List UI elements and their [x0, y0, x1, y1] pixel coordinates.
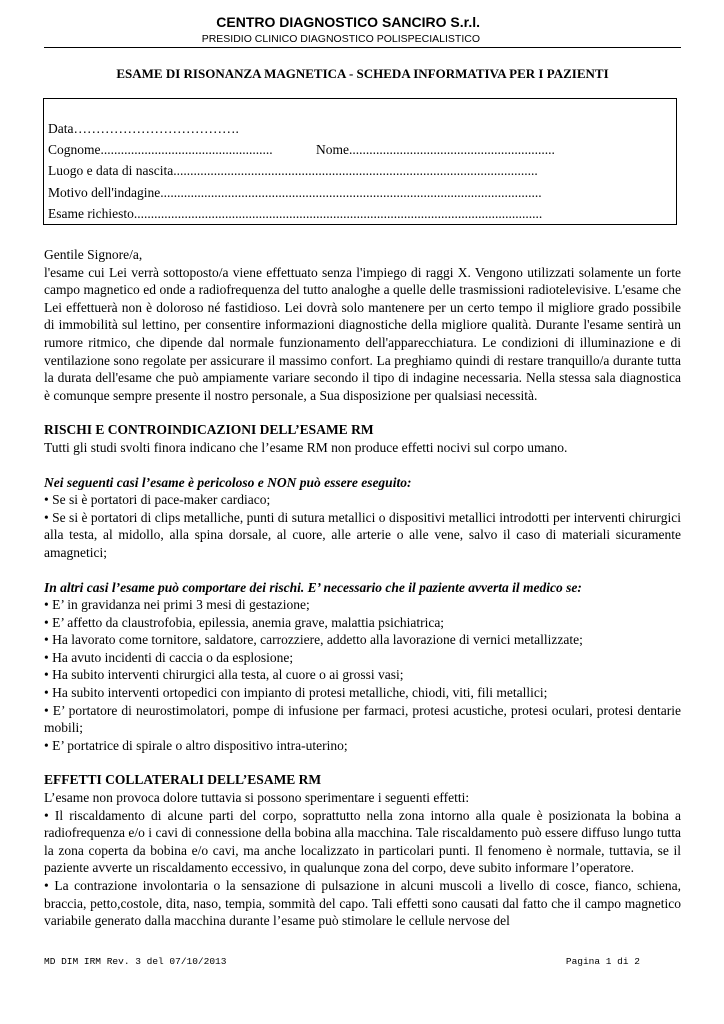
- document-title: ESAME DI RISONANZA MAGNETICA - SCHEDA INFORMATIVA PER I PAZIENTI: [116, 66, 609, 81]
- subsection-title-pericolo: Nei seguenti casi l’esame è pericoloso e NON può essere eseguito:: [44, 474, 412, 490]
- effetti-intro: L’esame non provoca dolore tuttavia si possono sperimentare i seguenti effetti:: [44, 790, 470, 806]
- document-body: [44, 246, 681, 930]
- patient-form-box: [43, 98, 677, 225]
- page-number: Pagina 1 di 2: [565, 956, 640, 967]
- list-item: • E’ portatore di neurostimolatori, pompe di infusione per farmaci, protesi acustiche, protesi oculari, protesi dentarie mobili;: [44, 702, 681, 736]
- form-field-nome: Nome.............................................................: [316, 142, 555, 157]
- list-item: • E’ affetto da claustrofobia, epilessia, anemia grave, malattia psichiatrica;: [44, 614, 445, 630]
- greeting: Gentile Signore/a,: [44, 247, 143, 262]
- section-title-effetti: EFFETTI COLLATERALI DELL’ESAME RM: [44, 772, 322, 788]
- section-title-rischi: RISCHI E CONTROINDICAZIONI DELL’ESAME RM: [44, 422, 374, 438]
- intro-paragraph: l'esame cui Lei verrà sottoposto/a viene effettuato senza l'impiego di raggi X. Vengono utilizzati solamente un forte campo magnetico ed onde a radiofrequenza del tutto analoghe a quelle delle trasmissioni radiotelevisive. L'esame che Lei effettuerà non è doloroso né fastidioso. Lei dovrà solo mantenere per un certo tempo il migliore grado possibile di immobilità sul lettino, per consentire informazioni diagnostiche della migliore qualità. Durante l'esame sentirà un rumore ritmico, che dipende dal normale funzionamento dell'apparecchiatura. Le condizioni di illuminazione e di ventilazione sono regolate per assicurare il massimo confort. La preghiamo quindi di restare tranquillo/a durante tutta la durata dell'esame che può ampiamente variare secondo il tipo di indagine necessaria. Nella stessa sala diagnostica è comunque sempre presente il nostro personale, a Sua disposizione per qualsiasi necessità.: [44, 264, 681, 403]
- form-field-cognome: Cognome...................................................: [48, 142, 273, 157]
- list-item: • Se si è portatori di pace-maker cardiaco;: [44, 492, 271, 508]
- company-name: CENTRO DIAGNOSTICO SANCIRO S.r.l.: [216, 14, 480, 30]
- header-divider: [44, 47, 681, 48]
- list-item: • Ha subito interventi chirurgici alla testa, al cuore o ai grossi vasi;: [44, 667, 404, 683]
- list-item: • Ha lavorato come tornitore, saldatore, carrozziere, addetto alla lavorazione di vernici metallizzate;: [44, 632, 583, 648]
- company-subtitle: PRESIDIO CLINICO DIAGNOSTICO POLISPECIALISTICO: [201, 33, 480, 45]
- form-field-data: Data……………………………….: [48, 121, 239, 136]
- list-item: • E’ portatrice di spirale o altro dispositivo intra-uterino;: [44, 737, 348, 753]
- list-item: • Se si è portatori di clips metalliche, punti di sutura metallici o dispositivi metallici introdotti per interventi chirurgici alla testa, al midollo, alla spina dorsale, al cuore, alle arterie o alle vene, salvo il caso di materiali sicuramente amagnetici;: [44, 509, 681, 560]
- form-field-esame: Esame richiesto.........................................................................................................................: [48, 206, 543, 221]
- list-item: • Ha subito interventi ortopedici con impianto di protesi metalliche, chiodi, viti, fili metallici;: [44, 685, 548, 701]
- rischi-text: Tutti gli studi svolti finora indicano che l’esame RM non produce effetti nocivi sul corpo umano.: [44, 439, 568, 455]
- form-field-motivo: Motivo dell'indagine.................................................................................................................: [48, 185, 542, 200]
- list-item: • Il riscaldamento di alcune parti del corpo, soprattutto nella zona intorno alla quale è posizionata la bobina a radiofrequenza e/o i cavi di connessione della bobina alla macchina. Tale riscaldamento può essere diffuso lungo tutta la zona coperta da bobina e/o cavi, ma anche localizzato in particolari punti. Il fenomeno è normale, tuttavia, se il paziente avverte un riscaldamento eccessivo, in qualunque zona del corpo, deve subito informare l’operatore.: [44, 807, 681, 876]
- list-item: • E’ in gravidanza nei primi 3 mesi di gestazione;: [44, 597, 310, 613]
- form-field-luogo-data-nascita: Luogo e data di nascita............................................................................................................: [48, 163, 538, 178]
- list-item: • La contrazione involontaria o la sensazione di pulsazione in alcuni muscoli a livello di cosce, fianco, schiena, braccia, petto,costole, dita, naso, tempia, sommità del capo. Tali effetti sono causati dal fatto che il campo magnetico variabile generato dalla macchina durante l’esame può stimolare le cellule nervose del: [44, 878, 681, 929]
- subsection-title-altri-rischi: In altri casi l’esame può comportare dei rischi. E’ necessario che il paziente avverta il medico se:: [44, 579, 582, 595]
- list-item: • Ha avuto incidenti di caccia o da esplosione;: [44, 649, 294, 665]
- document-revision: MD DIM IRM Rev. 3 del 07/10/2013: [44, 956, 227, 967]
